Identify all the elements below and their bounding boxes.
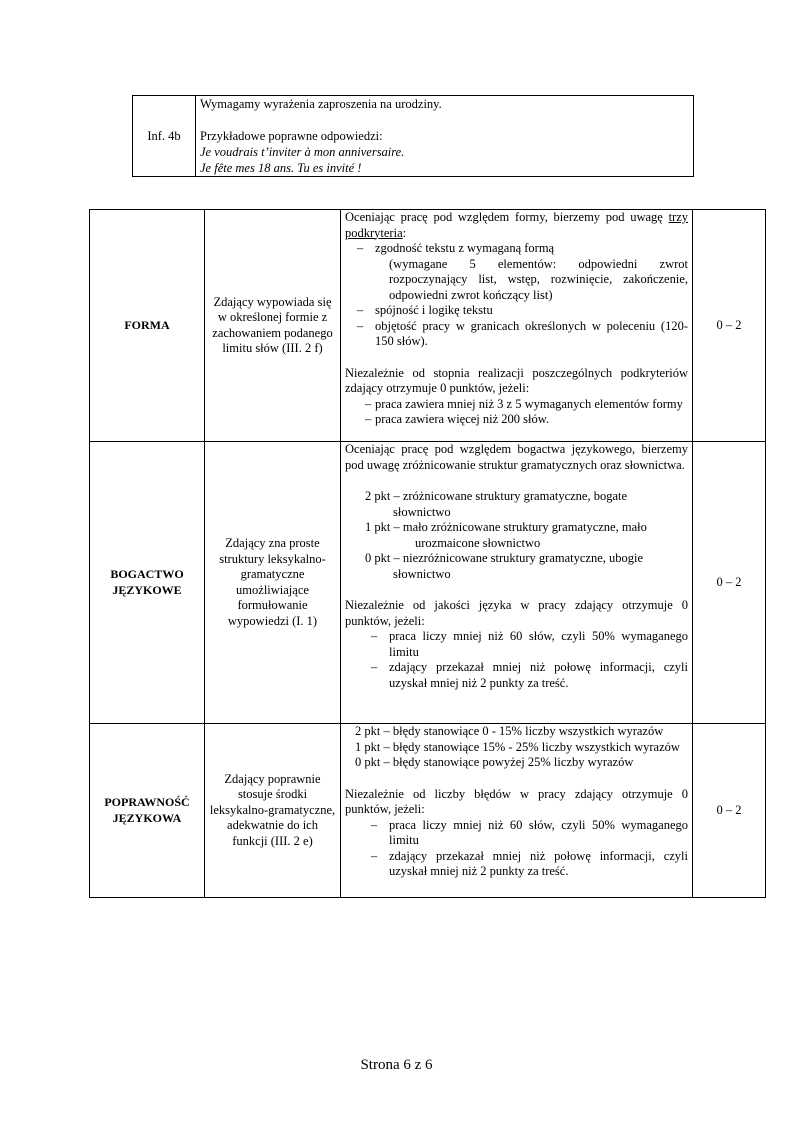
- list-item: – praca zawiera mniej niż 3 z 5 wymaganych elementów formy: [365, 396, 683, 411]
- criterion-description: Zdający poprawnie stosuje środki leksykalno-gramatyczne, adekwatnie do ich funkcji (III. 2 e): [205, 724, 341, 898]
- list-item: – praca zawiera więcej niż 200 słów.: [365, 412, 550, 426]
- table-row: [90, 724, 766, 898]
- list-item: – praca liczy mniej niż 60 słów, czyli 50% wymaganego limitu: [371, 629, 688, 659]
- info-4b-table: [132, 95, 694, 177]
- score-level: 1 pkt – błędy stanowiące 15% - 25% liczby wszystkich wyrazów: [355, 739, 680, 754]
- list-item: – zdający przekazał mniej niż połowę informacji, czyli uzyskał mniej niż 2 punkty za treść.: [371, 848, 688, 878]
- list-item: – praca liczy mniej niż 60 słów, czyli 50% wymaganego limitu: [371, 817, 688, 847]
- table-row: [90, 210, 766, 442]
- criterion-description: Zdający zna proste struktury leksykalno-gramatyczne umożliwiające formułowanie wypowiedzi (I. 1): [205, 442, 341, 724]
- table-row: [133, 96, 694, 177]
- score-level-cont: słownictwo: [393, 504, 451, 519]
- criterion-description: Zdający wypowiada się w określonej formie z zachowaniem podanego limitu słów (III. 2 f): [205, 210, 341, 442]
- list-item: – zgodność tekstu z wymaganą formą: [357, 241, 555, 255]
- zero-points-note: Niezależnie od liczby błędów w pracy zdający otrzymuje 0 punktów, jeżeli:: [345, 786, 688, 816]
- criterion-rules: [341, 210, 693, 442]
- page-number: Strona 6 z 6: [360, 1057, 433, 1073]
- score-level: 2 pkt – zróżnicowane struktury gramatyczne, bogate: [365, 489, 628, 503]
- points-range: 0 – 2: [693, 442, 766, 724]
- list-item-detail: (wymagane 5 elementów: odpowiedni zwrot rozpoczynający list, wstęp, rozwinięcie, zakończenie, odpowiedni zwrot kończący list): [389, 256, 688, 302]
- criterion-rules: [341, 724, 693, 898]
- task-requirement: Wymagamy wyrażenia zaproszenia na urodziny.: [200, 97, 442, 111]
- score-level: 2 pkt – błędy stanowiące 0 - 15% liczby wszystkich wyrazów: [355, 724, 664, 738]
- task-content: [196, 96, 694, 177]
- zero-points-note: Niezależnie od stopnia realizacji poszczególnych podkryteriów zdający otrzymuje 0 punktów, jeżeli:: [345, 365, 688, 395]
- task-label: Inf. 4b: [133, 96, 196, 177]
- example-answer: Je voudrais t’inviter à mon anniversaire.: [200, 145, 405, 159]
- score-level: 1 pkt – mało zróżnicowane struktury gramatyczne, mało: [365, 520, 647, 534]
- score-level: 0 pkt – niezróżnicowane struktury gramatyczne, ubogie: [365, 551, 644, 565]
- rules-intro: Oceniając pracę pod względem bogactwa językowego, bierzemy pod uwagę zróżnicowanie struktur gramatycznych oraz słownictwa.: [345, 442, 688, 472]
- list-item: – spójność i logikę tekstu: [357, 303, 493, 317]
- list-item: – zdający przekazał mniej niż połowę informacji, czyli uzyskał mniej niż 2 punkty za treść.: [371, 660, 688, 690]
- score-level-cont: słownictwo: [393, 566, 451, 581]
- table-row: [90, 442, 766, 724]
- criterion-name: FORMA: [90, 210, 205, 442]
- score-level-cont: urozmaicone słownictwo: [415, 535, 541, 550]
- example-answer: Je fête mes 18 ans. Tu es invité !: [200, 161, 362, 175]
- zero-points-note: Niezależnie od jakości języka w pracy zdający otrzymuje 0 punktów, jeżeli:: [345, 598, 688, 628]
- list-item: – objętość pracy w granicach określonych w poleceniu (120-150 słów).: [357, 318, 688, 348]
- criterion-rules: [341, 442, 693, 724]
- assessment-criteria-table: [89, 209, 766, 898]
- example-heading: Przykładowe poprawne odpowiedzi:: [200, 129, 383, 143]
- criterion-name: BOGACTWO JĘZYKOWE: [90, 442, 205, 724]
- criterion-name: POPRAWNOŚĆ JĘZYKOWA: [90, 724, 205, 898]
- rules-intro: Oceniając pracę pod względem formy, bierzemy pod uwagę trzy podkryteria:: [345, 210, 688, 240]
- points-range: 0 – 2: [693, 210, 766, 442]
- points-range: 0 – 2: [693, 724, 766, 898]
- score-level: 0 pkt – błędy stanowiące powyżej 25% liczby wyrazów: [355, 755, 634, 769]
